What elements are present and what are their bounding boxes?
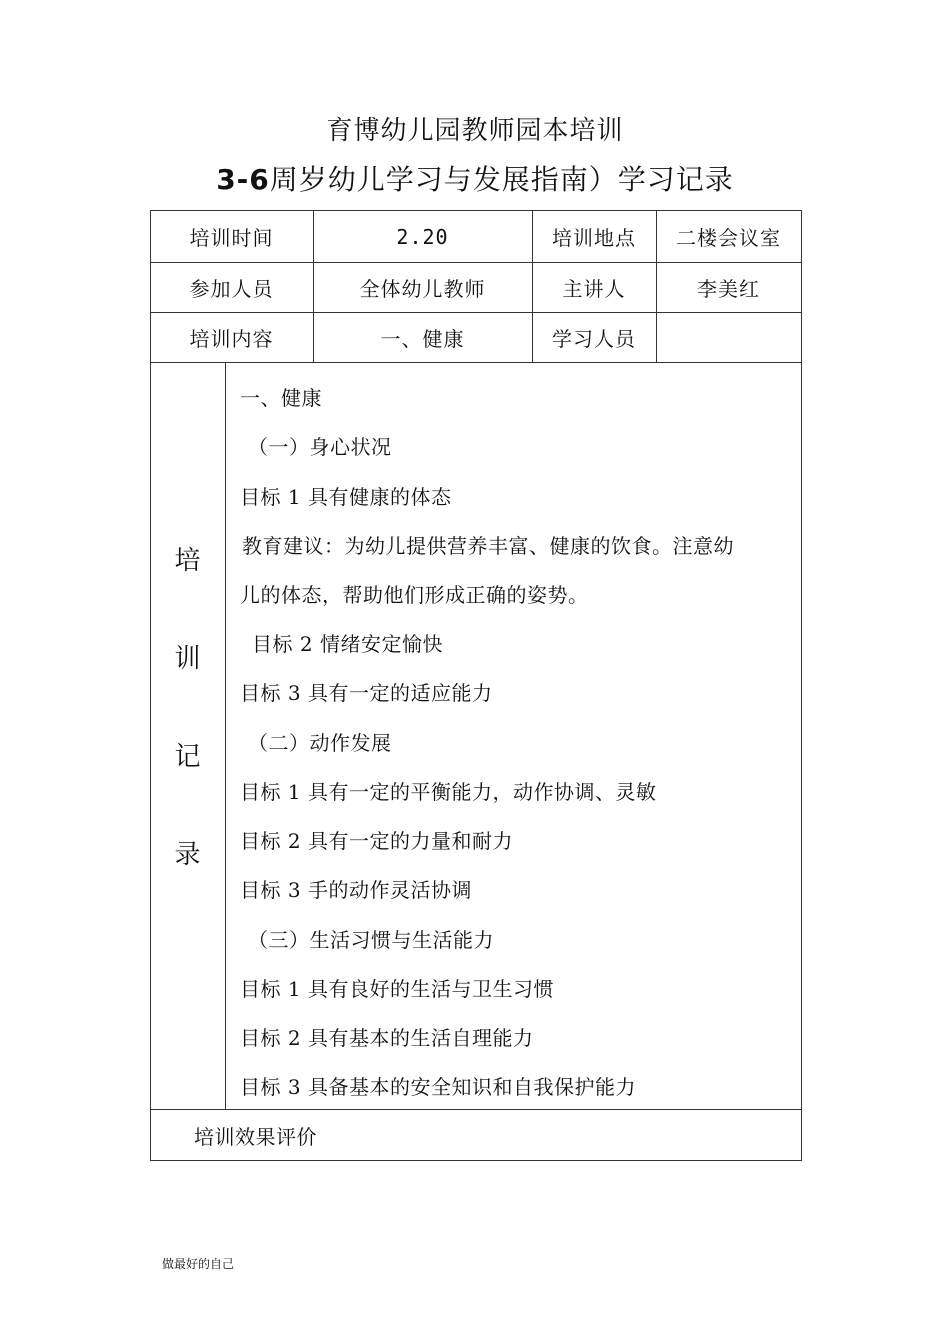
place-label: 培训地点 (552, 226, 636, 250)
content-value: 一、健康 (380, 327, 465, 351)
record-line: 目标 2 具有基本的生活自理能力 (240, 1026, 534, 1050)
record-line: 目标 1 具有良好的生活与卫生习惯 (240, 977, 554, 1001)
record-label-char-2: 训 (174, 644, 201, 674)
title-subject: 周岁幼儿学习与发展指南）学习记录 (269, 163, 734, 196)
speaker-value: 李美红 (697, 277, 760, 301)
participants-label: 参加人员 (189, 277, 274, 301)
place-value: 二楼会议室 (676, 226, 781, 250)
record-line: （三）生活习惯与生活能力 (248, 928, 494, 952)
footer-note: 做最好的自己 (162, 1257, 235, 1271)
table-row-divider-4 (150, 1109, 802, 1110)
record-label-char-3: 记 (174, 742, 201, 772)
table-row-divider-3 (150, 362, 802, 363)
record-line: 目标 2 具有一定的力量和耐力 (240, 829, 513, 853)
speaker-label: 主讲人 (562, 277, 626, 301)
record-line: （一）身心状况 (248, 435, 392, 459)
record-line: 目标 3 手的动作灵活协调 (240, 878, 472, 902)
record-label-char-4: 录 (174, 840, 201, 870)
table-border-right (801, 210, 802, 1161)
content-label: 培训内容 (189, 327, 274, 351)
record-line: 目标 1 具有健康的体态 (240, 485, 452, 509)
title-age-range: 3-6 (216, 163, 270, 196)
evaluation-label: 培训效果评价 (194, 1125, 317, 1149)
participants-value: 全体幼儿教师 (359, 277, 486, 301)
time-label: 培训时间 (189, 226, 274, 250)
table-border-bottom (150, 1160, 802, 1161)
record-line: 一、健康 (240, 386, 322, 410)
record-line: 目标 3 具有一定的适应能力 (240, 681, 493, 705)
record-line: 目标 1 具有一定的平衡能力，动作协调、灵敏 (240, 780, 657, 804)
record-line: 儿的体态，帮助他们形成正确的姿势。 (240, 583, 589, 607)
page-title-line1: 育博幼儿园教师园本培训 (326, 116, 624, 146)
record-line: 教育建议：为幼儿提供营养丰富、健康的饮食。注意幼 (242, 534, 734, 558)
record-col-divider (225, 362, 226, 1110)
learner-value (656, 313, 801, 362)
record-line: 目标 3 具备基本的安全知识和自我保护能力 (240, 1075, 636, 1099)
record-line: 目标 2 情绪安定愉快 (252, 632, 443, 656)
record-label-char-1: 培 (174, 546, 201, 576)
page-title-line2 (0, 158, 950, 198)
learner-label: 学习人员 (552, 327, 636, 351)
time-value: 2.20 (396, 224, 449, 249)
record-line: （二）动作发展 (248, 731, 392, 755)
